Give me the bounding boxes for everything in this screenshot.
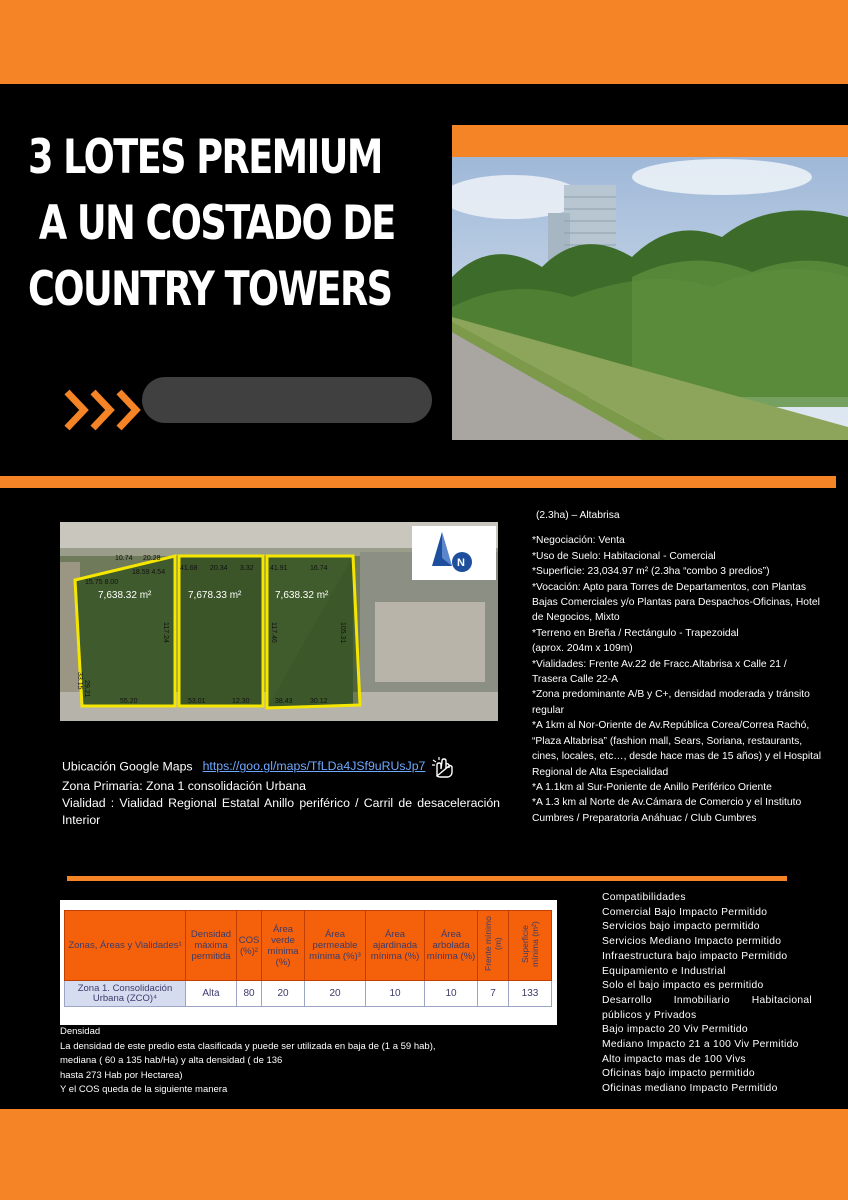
detail-line: *Superficie: 23,034.97 m² (2.3ha “combo 3 predios”) — [532, 566, 770, 578]
compass-icon — [412, 526, 496, 580]
lot-2-area: 7,678.33 m² — [188, 590, 242, 601]
map-label-edge-4: 20.34 — [210, 565, 228, 572]
header-cos: COS (%)² — [237, 911, 262, 981]
chevrons-icon — [64, 387, 146, 433]
hero-title-line-1: 3 LOTES PREMIUM — [28, 130, 382, 185]
density-text: La densidad de este predio esta clasificada y puede ser utilizada en baja de (1 a 59 hab), mediana ( 60 a 135 hab/Ha) y alta densidad ( de 136 — [60, 1040, 436, 1066]
compat-item: Comercial Bajo Impacto Permitido — [602, 906, 768, 918]
header-min-surface: Superficie mínima (m²) — [520, 921, 540, 967]
orange-divider — [0, 476, 836, 488]
cell-tree-area: 10 — [425, 981, 478, 1007]
compatibilities-list — [602, 891, 812, 1097]
detail-line: *Terreno en Breña / Rectángulo - Trapezoidal — [532, 627, 739, 639]
compat-item: Solo el bajo impacto es permitido — [602, 980, 764, 992]
hand-pointer-icon — [431, 756, 457, 778]
detail-line: *A 1.1km al Sur-Poniente de Anillo Periférico Oriente — [532, 781, 772, 793]
detail-line: *A 1km al Nor-Oriente de Av.República Corea/Correa Rachó, “Plaza Altabrisa” (fashion mall, Sears, Soriana, restaurants, cines, locales, etc…, desde hace mas de 15 años) y el Hospital Regional de Alta Especialidad — [532, 720, 822, 778]
cell-density: Alta — [186, 981, 237, 1007]
lot-1-area: 7,638.32 m² — [98, 590, 152, 601]
lots-aerial-map — [60, 522, 498, 721]
road-info: Vialidad : Vialidad Regional Estatal Anillo periférico / Carril de desaceleración Interior — [62, 796, 500, 827]
cell-cos: 80 — [237, 981, 262, 1007]
site-photo — [452, 157, 848, 440]
map-label-top-2: 20.28 — [143, 555, 161, 562]
google-maps-link[interactable]: https://goo.gl/maps/TfLDa4JSf9uRUsJp7 — [202, 759, 426, 774]
table-row — [65, 981, 552, 1007]
detail-line: *Uso de Suelo: Habitacional - Comercial — [532, 550, 716, 562]
detail-line: Bajas Comerciales y/o Plantas para Despachos-Oficinas, Hotel de Negocios, Mixto — [532, 597, 820, 624]
hero-title — [28, 125, 395, 323]
map-label-vertical-1: 33.15 — [76, 672, 83, 690]
detail-line: (aprox. 204m x 109m) — [532, 643, 633, 655]
table-header-row — [65, 911, 552, 981]
bottom-orange-band — [0, 1109, 848, 1200]
density-text: Y el COS queda de la siguiente manera — [60, 1084, 228, 1095]
density-info — [60, 1025, 450, 1098]
orange-divider-2 — [67, 876, 787, 881]
cell-min-front: 7 — [478, 981, 509, 1007]
map-label-top-1: 10.74 — [115, 555, 133, 562]
maps-label: Ubicación Google Maps — [62, 759, 193, 774]
compat-heading: Compatibilidades — [602, 892, 686, 903]
header-zones: Zonas, Áreas y Vialidades¹ — [65, 911, 186, 981]
map-label-edge-6: 41.91 — [270, 565, 288, 572]
header-garden-area: Área ajardinada mínima (%) — [366, 911, 425, 981]
compat-item: Oficinas bajo impacto permitido — [602, 1068, 755, 1080]
cell-permeable-area: 20 — [305, 981, 366, 1007]
map-label-edge-5: 3.32 — [240, 565, 254, 572]
density-text: hasta 273 Hab por Hectarea) — [60, 1069, 183, 1081]
map-label-bottom-1: 55.20 — [120, 698, 138, 705]
compat-item: Servicios bajo impacto permitido — [602, 921, 760, 933]
compat-item: Servicios Mediano Impacto permitido — [602, 936, 782, 948]
compat-item: Desarrollo Inmobiliario Habitacional públicos y Privados — [602, 994, 812, 1021]
detail-line: *A 1.3 km al Norte de Av.Cámara de Comercio y el Instituto Cumbres / Preparatoria Anáhuac / Club Cumbres — [532, 797, 802, 824]
hero-title-line-3: COUNTRY TOWERS — [28, 262, 392, 317]
map-label-vertical-3: 117.46 — [270, 622, 277, 643]
photo-accent-bar — [452, 125, 848, 157]
map-label-edge-1: 15.75 8.00 — [85, 579, 119, 586]
header-green-area: Área verde mínima (%) — [262, 911, 305, 981]
location-info — [62, 756, 500, 829]
cell-garden-area: 10 — [366, 981, 425, 1007]
cell-min-surface: 133 — [509, 981, 552, 1007]
zoning-table — [64, 910, 552, 1007]
top-orange-band — [0, 0, 848, 84]
header-density: Densidad máxima permitida — [186, 911, 237, 981]
dark-pill — [142, 377, 432, 423]
detail-line: *Vocación: Apto para Torres de Departamentos, con Plantas — [532, 581, 806, 593]
header-permeable-area: Área permeable mínima (%)³ — [305, 911, 366, 981]
detail-line: (2.3ha) – Altabrisa — [536, 510, 620, 521]
density-heading: Densidad — [60, 1026, 101, 1037]
header-tree-area: Área arbolada mínima (%) — [425, 911, 478, 981]
compat-item: Alto impacto mas de 100 Vivs — [602, 1053, 746, 1065]
hero-title-line-2: A UN COSTADO DE — [38, 196, 395, 251]
map-label-bottom-3: 12.30 — [232, 698, 250, 705]
property-details — [532, 508, 822, 826]
map-label-bottom-5: 30.12 — [310, 698, 328, 705]
lot-3-area: 7,638.32 m² — [275, 590, 329, 601]
cell-zone: Zona 1. Consolidación Urbana (ZCO)⁴ — [65, 981, 186, 1007]
map-label-edge-7: 16.74 — [310, 565, 328, 572]
map-label-vertical-5: 29.21 — [83, 680, 90, 698]
compass-label: N — [457, 557, 465, 569]
header-min-front: Frente mínimo (m) — [483, 916, 503, 972]
map-label-edge-2: 18.59 4.54 — [132, 569, 166, 576]
compat-item: Mediano Impacto 21 a 100 Viv Permitido — [602, 1039, 799, 1051]
zoning-table-card — [60, 900, 557, 1025]
map-label-vertical-2: 117.24 — [162, 622, 169, 643]
primary-zone: Zona Primaria: Zona 1 consolidación Urbana — [62, 779, 307, 793]
detail-line: *Zona predominante A/B y C+, densidad moderada y tránsito regular — [532, 689, 810, 716]
cell-green-area: 20 — [262, 981, 305, 1007]
map-label-edge-3: 41.68 — [180, 565, 198, 572]
map-label-bottom-4: 38.43 — [275, 698, 293, 705]
map-label-vertical-4: 105.31 — [339, 622, 346, 644]
compat-item: Equipamiento e Industrial — [602, 965, 726, 977]
compat-item: Infraestructura bajo impacto Permitido — [602, 950, 788, 962]
detail-line: *Negociación: Venta — [532, 535, 625, 547]
detail-line: *Vialidades: Frente Av.22 de Fracc.Altabrisa x Calle 21 / Trasera Calle 22-A — [532, 658, 787, 686]
map-label-bottom-2: 53.01 — [188, 698, 206, 705]
compat-item: Bajo impacto 20 Viv Permitido — [602, 1024, 748, 1036]
compat-item: Oficinas mediano Impacto Permitido — [602, 1083, 778, 1095]
